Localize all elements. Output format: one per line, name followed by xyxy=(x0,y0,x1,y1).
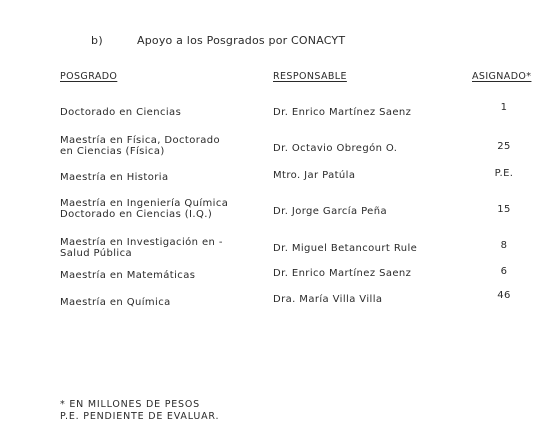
row-4-asignado: 15 xyxy=(497,204,511,215)
row-2-asignado: 25 xyxy=(497,141,511,152)
header-asignado: ASIGNADO* xyxy=(472,71,532,82)
row-6-responsable: Dr. Enrico Martínez Saenz xyxy=(273,268,412,279)
row-2-responsable: Dr. Octavio Obregón O. xyxy=(273,143,398,154)
row-7-asignado: 46 xyxy=(497,290,511,301)
row-3-posgrado: Maestría en Historia xyxy=(60,172,169,183)
row-1-posgrado: Doctorado en Ciencias xyxy=(60,107,182,118)
row-5-responsable: Dr. Miguel Betancourt Rule xyxy=(273,243,418,254)
header-responsable: RESPONSABLE xyxy=(273,71,347,82)
row-6-asignado: 6 xyxy=(500,266,508,277)
row-7-posgrado: Maestría en Química xyxy=(60,297,171,308)
footnote-pe: P.E. PENDIENTE DE EVALUAR. xyxy=(60,411,220,422)
row-6-posgrado: Maestría en Matemáticas xyxy=(60,270,196,281)
header-posgrado: POSGRADO xyxy=(60,71,118,82)
row-4-responsable: Dr. Jorge García Peña xyxy=(273,206,387,217)
row-3-responsable: Mtro. Jar Patúla xyxy=(273,170,356,181)
row-7-responsable: Dra. María Villa Villa xyxy=(273,294,383,305)
section-letter: b) xyxy=(91,34,104,47)
row-1-asignado: 1 xyxy=(500,102,508,113)
row-2-posgrado: Maestría en Física, Doctorado en Ciencias (Física) xyxy=(60,135,221,157)
row-5-asignado: 8 xyxy=(500,240,508,251)
row-4-posgrado: Maestría en Ingeniería Química Doctorado en Ciencias (I.Q.) xyxy=(60,198,229,220)
row-3-asignado: P.E. xyxy=(494,168,514,179)
footnote-asterisk: * EN MILLONES DE PESOS xyxy=(60,399,200,410)
row-1-responsable: Dr. Enrico Martínez Saenz xyxy=(273,107,412,118)
section-title: Apoyo a los Posgrados por CONACYT xyxy=(137,34,346,47)
row-5-posgrado: Maestría en Investigación en - Salud Pública xyxy=(60,237,223,259)
